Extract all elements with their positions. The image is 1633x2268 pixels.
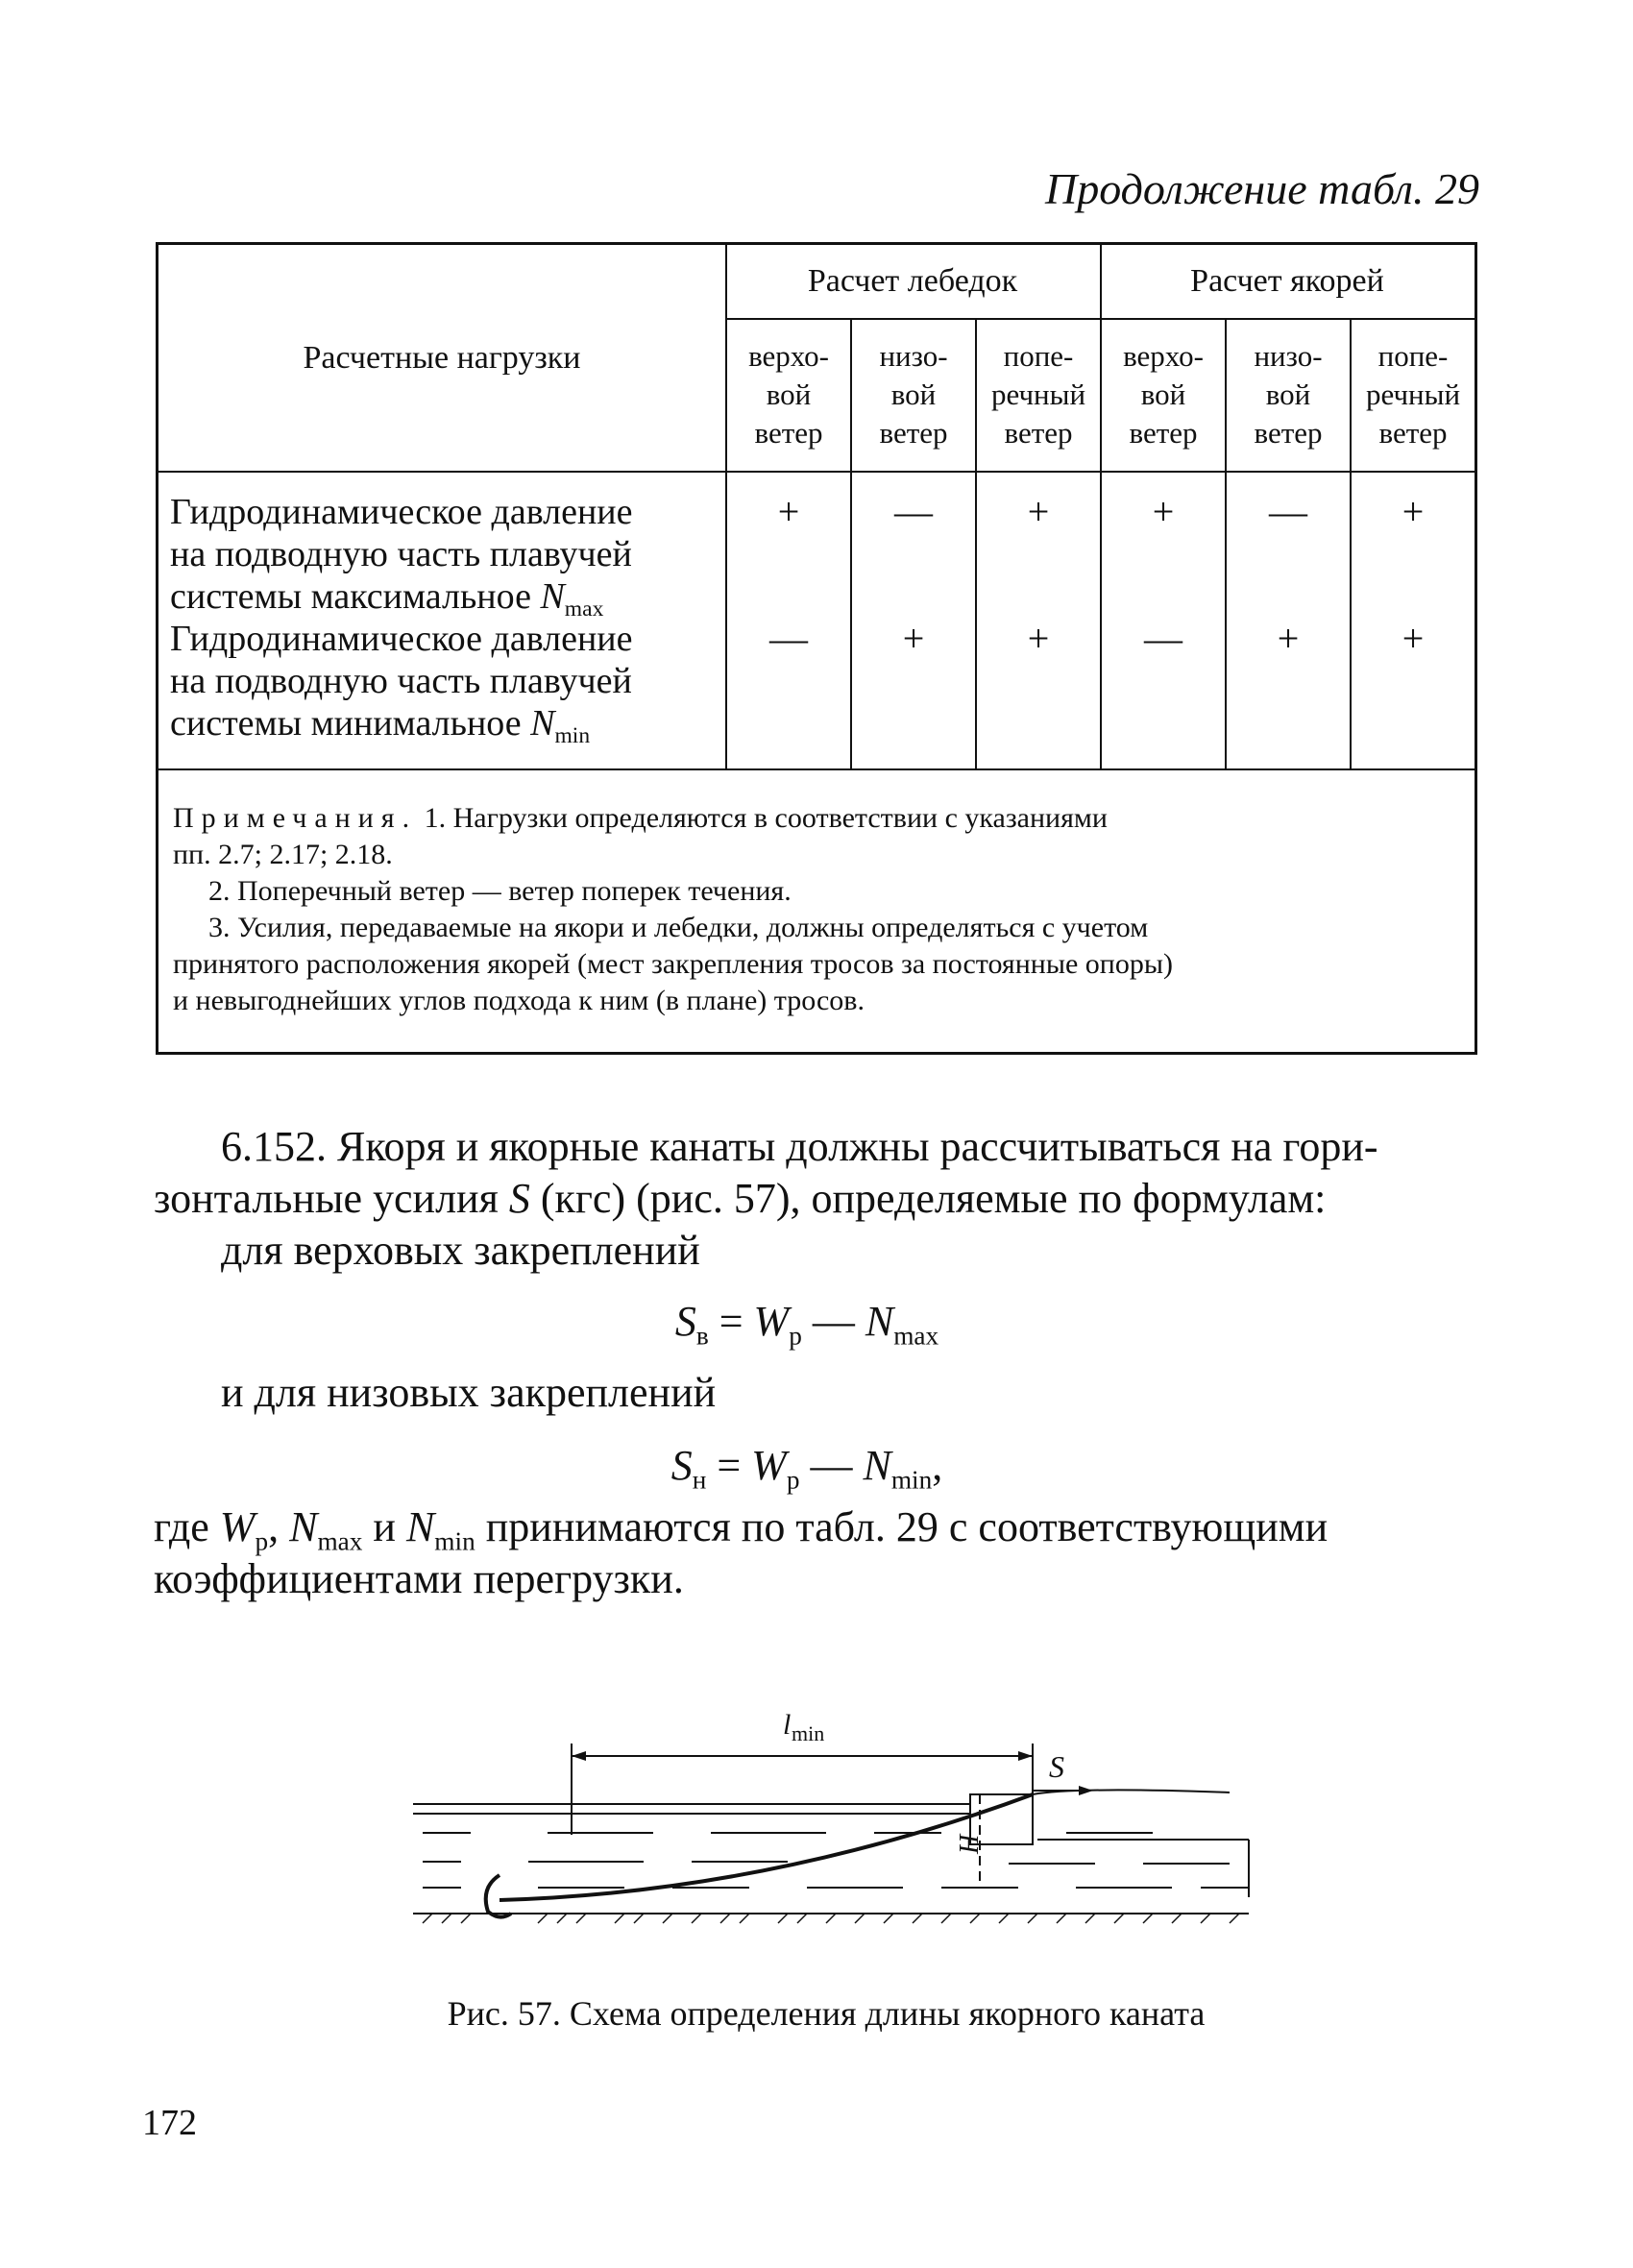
header-group-winches: Расчет лебедок [807, 263, 1018, 299]
subheader-anchor-upwind: верхо- вой ветер [1123, 339, 1204, 450]
continuation-title: Продолжение табл. 29 [1045, 164, 1479, 213]
cell-mark: + [1401, 617, 1425, 660]
arrow-left-icon [572, 1751, 586, 1761]
cell-mark: + [902, 617, 925, 660]
river-bed-hatching [423, 1914, 1239, 1923]
label-lmin: l [783, 1709, 792, 1741]
paragraph-upstream: для верховых закреплений [221, 1227, 700, 1274]
cell-mark: — [894, 490, 933, 533]
cell-mark: — [1144, 617, 1182, 660]
cell-mark: — [1269, 490, 1307, 533]
table-rule-body [158, 768, 1475, 770]
note-3-end: и невыгоднейших углов подхода к ним (в плане) тросов. [173, 985, 865, 1016]
paragraph-6-152: 6.152. Якоря и якорные канаты должны рассчитываться на гори- [221, 1123, 1378, 1170]
header-loads: Расчетные нагрузки [303, 340, 581, 376]
note-1-cont: пп. 2.7; 2.17; 2.18. [173, 839, 393, 870]
subheader-anchor-crosswind: попе- речный ветер [1365, 339, 1461, 450]
anchor-icon [486, 1875, 511, 1917]
note-2: 2. Поперечный ветер — ветер поперек течения. [208, 875, 792, 907]
anchor-rope [500, 1794, 1033, 1900]
page-number: 172 [142, 2103, 197, 2143]
anchor-rope-diagram [403, 1691, 1268, 1940]
label-lmin-sub: min [792, 1721, 825, 1745]
label-s: S [1049, 1749, 1064, 1784]
cell-mark: + [1027, 490, 1050, 533]
row-label-max: Гидродинамическое давление на подводную часть плавучей системы максимальное $N_{max}$ [170, 492, 633, 622]
subheader-anchor-downwind: низо- вой ветер [1254, 339, 1323, 450]
note-1: Примечания. 1. Нагрузки определяются в соответствии с указаниями [173, 802, 1108, 834]
cell-mark: + [777, 490, 800, 533]
cell-mark: + [1277, 617, 1300, 660]
subheader-winch-crosswind: попе- речный ветер [990, 339, 1086, 450]
header-group-anchors: Расчет якорей [1190, 263, 1384, 299]
formula-upstream: $S_в = W_р$ — $N_{max}$ [674, 1298, 939, 1351]
formula-downstream: $S_н = W_р$ — $N_{min}$, [670, 1442, 943, 1495]
load-table [156, 242, 1477, 1055]
paragraph-6-152-cont: зонтальные усилия S (кгс) (рис. 57), определяемые по формулам: [154, 1175, 1327, 1222]
paragraph-downstream: и для низовых закреплений [221, 1369, 717, 1416]
paragraph-where-cont: коэффициентами перегрузки. [154, 1555, 684, 1602]
subheader-winch-upwind: верхо- вой ветер [748, 339, 829, 450]
figure-caption: Рис. 57. Схема определения длины якорного каната [447, 1994, 1206, 2033]
arrow-right-icon [1018, 1751, 1033, 1761]
paragraph-where: где $W_р$, $N_{max}$ и $N_{min}$ принимаются по табл. 29 с соответствующими [154, 1503, 1328, 1556]
subheader-winch-downwind: низо- вой ветер [879, 339, 948, 450]
row-label-min: Гидродинамическое давление на подводную часть плавучей системы минимальное $N_{min}$ [170, 619, 633, 749]
water-dashes [423, 1833, 1249, 1888]
table-rule-header [158, 471, 1475, 473]
label-h: H [955, 1834, 985, 1854]
note-3: 3. Усилия, передаваемые на якори и лебедки, должны определяться с учетом [208, 912, 1149, 943]
cell-mark: + [1152, 490, 1175, 533]
cell-mark: + [1401, 490, 1425, 533]
cell-mark: + [1027, 617, 1050, 660]
water-line-right [1033, 1790, 1230, 1794]
cell-mark: — [769, 617, 808, 660]
note-3-cont: принятого расположения якорей (мест закрепления тросов за постоянные опоры) [173, 948, 1174, 980]
